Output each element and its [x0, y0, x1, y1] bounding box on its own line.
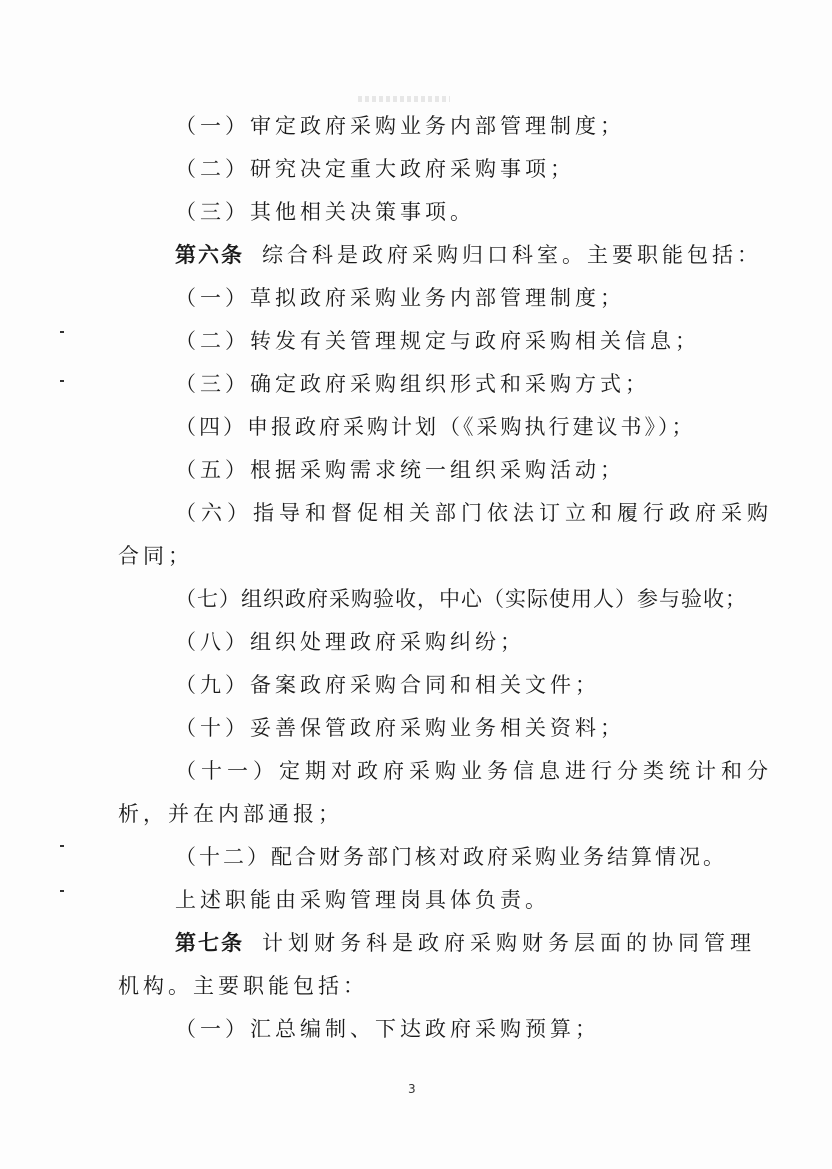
page-number: 3: [408, 1082, 416, 1096]
text-line: 合同；: [118, 544, 193, 568]
text-line: （一）草拟政府采购业务内部管理制度；: [175, 286, 625, 310]
text-line: （六）指导和督促相关部门依法订立和履行政府采购: [175, 501, 773, 525]
article-six-line: [175, 241, 762, 269]
article-six-label: 第六条: [175, 242, 244, 267]
text-line: （一）汇总编制、下达政府采购预算；: [175, 1017, 600, 1041]
faint-scan-artifact: [358, 96, 450, 102]
text-line: （三）确定政府采购组织形式和采购方式；: [175, 372, 650, 396]
scan-mark: [60, 890, 64, 892]
text-line: （十）妥善保管政府采购业务相关资料；: [175, 716, 625, 740]
scan-mark: [60, 331, 64, 333]
text-line: （九）备案政府采购合同和相关文件；: [175, 673, 600, 697]
text-line: （二）研究决定重大政府采购事项；: [175, 157, 575, 181]
text-line: （二）转发有关管理规定与政府采购相关信息；: [175, 329, 700, 353]
article-seven-text: 计划财务科是政府采购财务层面的协同管理: [262, 931, 756, 955]
article-six-text: 综合科是政府采购归口科室。主要职能包括：: [262, 243, 762, 267]
text-line: 机构。主要职能包括：: [118, 974, 368, 998]
text-line: （十二）配合财务部门核对政府采购业务结算情况。: [175, 845, 727, 869]
scan-mark: [60, 380, 64, 382]
text-line: （八）组织处理政府采购纠纷；: [175, 630, 525, 654]
article-seven-line: [175, 929, 756, 957]
text-line: （四）申报政府采购计划（《采购执行建议书》）；: [175, 415, 696, 439]
text-line: （五）根据采购需求统一组织采购活动；: [175, 458, 625, 482]
article-seven-label: 第七条: [175, 930, 244, 955]
text-line: 析，并在内部通报；: [118, 802, 343, 826]
text-line: （三）其他相关决策事项。: [175, 200, 475, 224]
text-line: （七）组织政府采购验收，中心（实际使用人）参与验收；: [175, 587, 747, 611]
scan-mark: [60, 845, 64, 847]
text-line: （一）审定政府采购业务内部管理制度；: [175, 114, 625, 138]
text-line: 上述职能由采购管理岗具体负责。: [175, 888, 550, 912]
text-line: （十一）定期对政府采购业务信息进行分类统计和分: [175, 759, 773, 783]
